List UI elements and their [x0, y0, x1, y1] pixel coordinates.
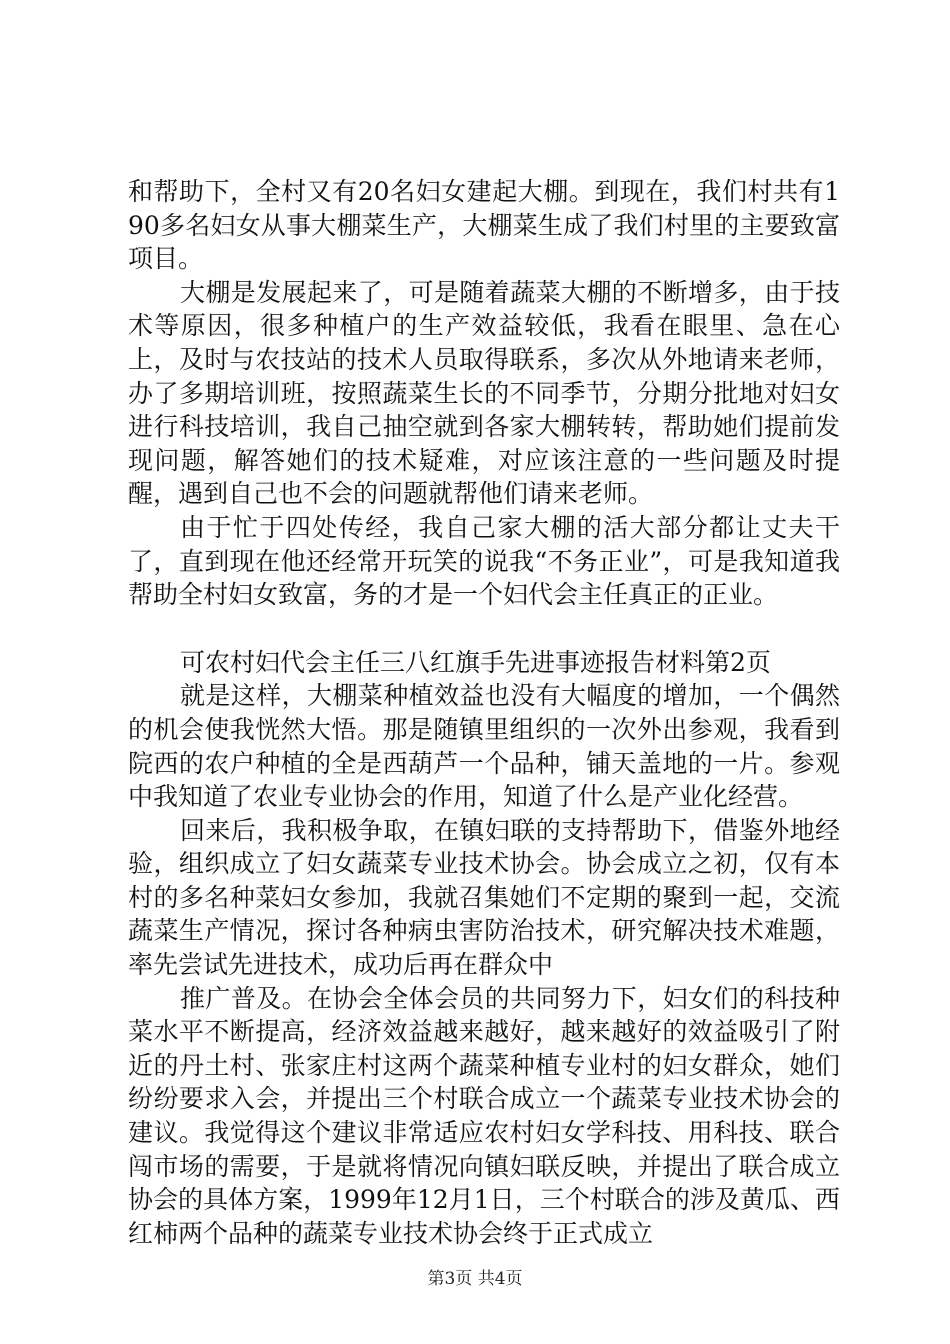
section-spacer [128, 612, 840, 646]
section-heading: 可农村妇代会主任三八红旗手先进事迹报告材料第2页 [180, 647, 771, 677]
paragraph-1: 和帮助下，全村又有20名妇女建起大棚。到现在，我们村共有190多名妇女从事大棚菜生产，大棚菜生成了我们村里的主要致富项目。 [128, 177, 840, 274]
paragraph-4: 就是这样，大棚菜种植效益也没有大幅度的增加，一个偶然的机会使我恍然大悟。那是随镇里组织的一次外出参观，我看到院西的农户种植的全是西葫芦一个品种，铺天盖地的一片。参观中我知道了农业专业协会的作用，知道了什么是产业化经营。 [128, 681, 840, 812]
paragraph-5: 回来后，我积极争取，在镇妇联的支持帮助下，借鉴外地经验，组织成立了妇女蔬菜专业技术协会。协会成立之初，仅有本村的多名种菜妇女参加，我就召集她们不定期的聚到一起，交流蔬菜生产情况，探讨各种病虫害防治技术，研究解决技术难题，率先尝试先进技术，成功后再在群众中 [128, 815, 840, 980]
page-footer: 第3页 共4页 [427, 1269, 523, 1289]
paragraph-2: 大棚是发展起来了，可是随着蔬菜大棚的不断增多，由于技术等原因，很多种植户的生产效益较低，我看在眼里、急在心上，及时与农技站的技术人员取得联系，多次从外地请来老师，办了多期培训班，按照蔬菜生长的不同季节，分期分批地对妇女进行科技培训，我自己抽空就到各家大棚转转，帮助她们提前发现问题，解答她们的技术疑难，对应该注意的一些问题及时提醒，遇到自己也不会的问题就帮他们请来老师。 [128, 277, 840, 509]
document-body [128, 175, 840, 1250]
paragraph-6: 推广普及。在协会全体会员的共同努力下，妇女们的科技种菜水平不断提高，经济效益越来越好，越来越好的效益吸引了附近的丹土村、张家庄村这两个蔬菜种植专业村的妇女群众，她们纷纷要求入会，并提出三个村联合成立一个蔬菜专业技术协会的建议。我觉得这个建议非常适应农村妇女学科技、用科技、联合闯市场的需要，于是就将情况向镇妇联反映，并提出了联合成立协会的具体方案，1999年12月1日，三个村联合的涉及黄瓜、西红柿两个品种的蔬菜专业技术协会终于正式成立 [128, 983, 840, 1248]
paragraph-3: 由于忙于四处传经，我自己家大棚的活大部分都让丈夫干了，直到现在他还经常开玩笑的说我“不务正业”，可是我知道我帮助全村妇女致富，务的才是一个妇代会主任真正的正业。 [128, 512, 840, 610]
